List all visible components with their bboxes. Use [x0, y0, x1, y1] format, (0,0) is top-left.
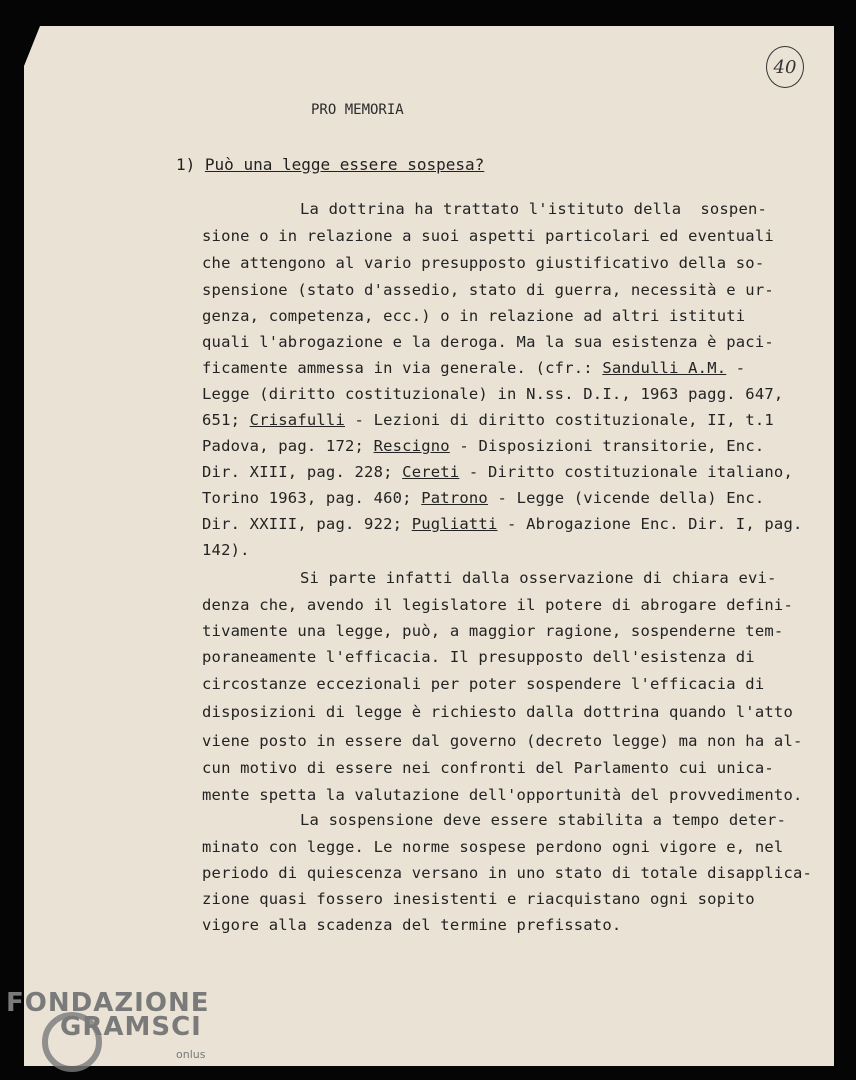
text-line: genza, competenza, ecc.) o in relazione ad altri istituti: [202, 307, 746, 325]
text-line: spensione (stato d'assedio, stato di guerra, necessità e ur-: [202, 281, 774, 299]
page-number: 40: [766, 46, 804, 88]
question-number: 1): [176, 155, 196, 174]
text-line: La dottrina ha trattato l'istituto della sospen-: [300, 200, 768, 218]
text-line: Legge (diritto costituzionale) in N.ss. D.I., 1963 pagg. 647,: [202, 385, 784, 403]
text-line: cun motivo di essere nei confronti del Parlamento cui unica-: [202, 759, 774, 777]
text-line: 651; Crisafulli - Lezioni di diritto costituzionale, II, t.1: [202, 411, 774, 429]
text-line: tivamente una legge, può, a maggior ragione, sospenderne tem-: [202, 622, 784, 640]
text-line: ficamente ammessa in via generale. (cfr.: Sandulli A.M. -: [202, 359, 746, 377]
text-line: disposizioni di legge è richiesto dalla dottrina quando l'atto: [202, 703, 793, 721]
citation-author: Patrono: [421, 489, 488, 507]
text-line: zione quasi fossero inesistenti e riacquistano ogni sopito: [202, 890, 755, 908]
citation-author: Rescigno: [373, 437, 450, 455]
text-line: Padova, pag. 172; Rescigno - Disposizioni transitorie, Enc.: [202, 437, 765, 455]
question-heading: [176, 155, 484, 174]
text-line: Torino 1963, pag. 460; Patrono - Legge (vicende della) Enc.: [202, 489, 765, 507]
text-line: viene posto in essere dal governo (decreto legge) ma non ha al-: [202, 732, 803, 750]
text-line: vigore alla scadenza del termine prefissato.: [202, 916, 622, 934]
text-line: Dir. XIII, pag. 228; Cereti - Diritto costituzionale italiano,: [202, 463, 793, 481]
logo-ring-icon: [42, 1012, 102, 1072]
fondazione-gramsci-logo: FONDAZIONE GRAMSCI onlus: [6, 988, 209, 1042]
question-text: Può una legge essere sospesa?: [204, 155, 485, 174]
text-line: circostanze eccezionali per poter sospendere l'efficacia di: [202, 675, 765, 693]
text-line: quali l'abrogazione e la deroga. Ma la sua esistenza è paci-: [202, 333, 774, 351]
document-heading: PRO MEMORIA: [311, 102, 404, 118]
text-line: 142).: [202, 541, 250, 559]
document-page: [24, 26, 834, 1066]
citation-author: Sandulli A.M.: [602, 359, 727, 377]
citation-author: Pugliatti: [411, 515, 498, 533]
text-line: sione o in relazione a suoi aspetti particolari ed eventuali: [202, 227, 774, 245]
text-line: periodo di quiescenza versano in uno stato di totale disapplica-: [202, 864, 813, 882]
text-line: La sospensione deve essere stabilita a tempo deter-: [300, 811, 787, 829]
text-line: denza che, avendo il legislatore il potere di abrogare defini-: [202, 596, 793, 614]
text-line: Si parte infatti dalla osservazione di chiara evi-: [300, 569, 777, 587]
text-line: minato con legge. Le norme sospese perdono ogni vigore e, nel: [202, 838, 784, 856]
text-line: poraneamente l'efficacia. Il presupposto dell'esistenza di: [202, 648, 755, 666]
citation-author: Cereti: [402, 463, 460, 481]
text-line: Dir. XXIII, pag. 922; Pugliatti - Abrogazione Enc. Dir. I, pag.: [202, 515, 803, 533]
citation-author: Crisafulli: [249, 411, 345, 429]
text-line: mente spetta la valutazione dell'opportunità del provvedimento.: [202, 786, 803, 804]
text-line: che attengono al vario presupposto giustificativo della so-: [202, 254, 765, 272]
